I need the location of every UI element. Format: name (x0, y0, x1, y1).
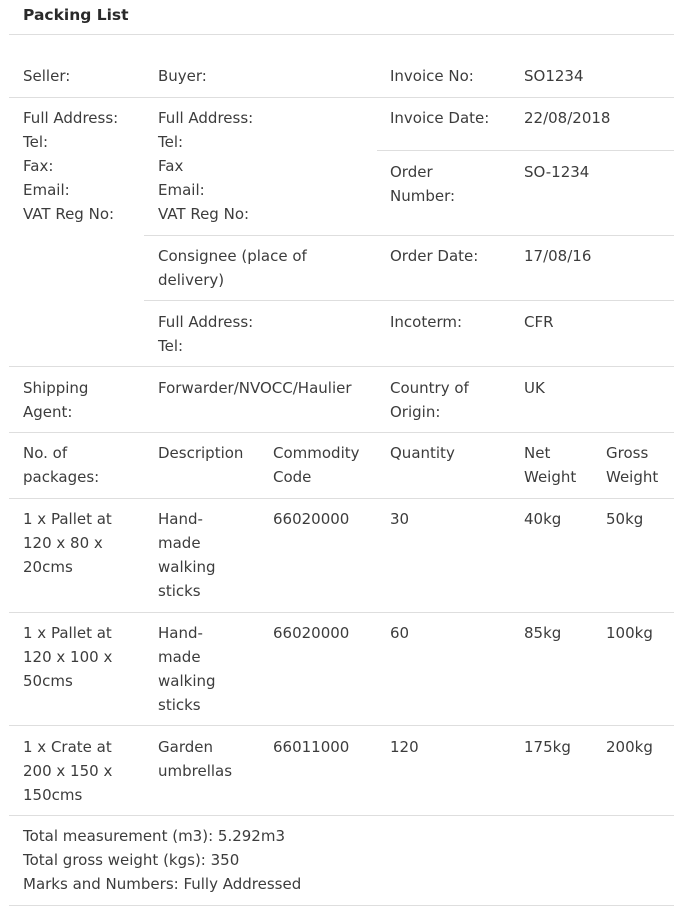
header-gross-line2: Weight (606, 468, 659, 486)
row1-commodity: 66020000 (273, 510, 350, 528)
order-number-label-line1: Order (390, 163, 433, 181)
divider (9, 34, 674, 35)
buyer-email: Email: (158, 181, 205, 199)
seller-email: Email: (23, 181, 70, 199)
row3-commodity: 66011000 (273, 738, 350, 756)
header-commodity-line2: Code (273, 468, 312, 486)
country-origin-label-line2: Origin: (390, 403, 441, 421)
row1-net: 40kg (524, 510, 562, 528)
order-date-value: 17/08/16 (524, 247, 592, 265)
order-number-label-line2: Number: (390, 187, 456, 205)
row2-quantity: 60 (390, 624, 410, 642)
seller-label: Seller: (23, 67, 71, 85)
row2-net: 85kg (524, 624, 562, 642)
header-commodity-line1: Commodity (273, 444, 360, 462)
country-origin-label-line1: Country of (390, 379, 469, 397)
row3-description-line1: Garden (158, 738, 213, 756)
row1-gross: 50kg (606, 510, 644, 528)
shipping-agent-label-line2: Agent: (23, 403, 73, 421)
row3-quantity: 120 (390, 738, 419, 756)
row3-packages-line1: 1 x Crate at (23, 738, 112, 756)
consignee-full-address: Full Address: (158, 313, 254, 331)
row1-description-line1: Hand- (158, 510, 203, 528)
incoterm-value: CFR (524, 313, 554, 331)
buyer-fax: Fax (158, 157, 184, 175)
page-title: Packing List (23, 6, 129, 24)
row2-description-line2: made (158, 648, 201, 666)
incoterm-label: Incoterm: (390, 313, 463, 331)
order-date-label: Order Date: (390, 247, 479, 265)
marks-and-numbers: Marks and Numbers: Fully Addressed (23, 875, 302, 893)
invoice-date-label: Invoice Date: (390, 109, 490, 127)
consignee-label-line2: delivery) (158, 271, 225, 289)
row1-packages-line2: 120 x 80 x (23, 534, 103, 552)
consignee-tel: Tel: (158, 337, 184, 355)
row1-packages-line1: 1 x Pallet at (23, 510, 112, 528)
seller-vat: VAT Reg No: (23, 205, 115, 223)
row2-packages-line3: 50cms (23, 672, 73, 690)
divider (377, 150, 674, 151)
divider (9, 366, 674, 367)
divider (9, 498, 674, 499)
total-measurement: Total measurement (m3): 5.292m3 (23, 827, 285, 845)
consignee-label-line1: Consignee (place of (158, 247, 307, 265)
shipping-agent-label-line1: Shipping (23, 379, 89, 397)
divider (9, 815, 674, 816)
divider (9, 725, 674, 726)
row2-description-line1: Hand- (158, 624, 203, 642)
invoice-date-value: 22/08/2018 (524, 109, 611, 127)
buyer-tel: Tel: (158, 133, 184, 151)
header-description: Description (158, 444, 244, 462)
total-gross-weight: Total gross weight (kgs): 350 (23, 851, 240, 869)
row2-packages-line2: 120 x 100 x (23, 648, 113, 666)
header-gross-line1: Gross (606, 444, 649, 462)
buyer-vat: VAT Reg No: (158, 205, 250, 223)
seller-tel: Tel: (23, 133, 49, 151)
row1-description-line2: made (158, 534, 201, 552)
header-packages-line1: No. of (23, 444, 68, 462)
header-net-line1: Net (524, 444, 551, 462)
header-quantity: Quantity (390, 444, 455, 462)
header-packages-line2: packages: (23, 468, 100, 486)
buyer-label: Buyer: (158, 67, 207, 85)
row2-packages-line1: 1 x Pallet at (23, 624, 112, 642)
row3-description-line2: umbrellas (158, 762, 233, 780)
buyer-full-address: Full Address: (158, 109, 254, 127)
row1-quantity: 30 (390, 510, 410, 528)
row3-net: 175kg (524, 738, 571, 756)
row2-gross: 100kg (606, 624, 653, 642)
invoice-no-label: Invoice No: (390, 67, 474, 85)
invoice-no-value: SO1234 (524, 67, 584, 85)
seller-full-address: Full Address: (23, 109, 119, 127)
country-origin-value: UK (524, 379, 545, 397)
row3-packages-line3: 150cms (23, 786, 83, 804)
row2-description-line3: walking (158, 672, 216, 690)
order-number-value: SO-1234 (524, 163, 590, 181)
seller-fax: Fax: (23, 157, 54, 175)
divider (144, 235, 674, 236)
row3-gross: 200kg (606, 738, 653, 756)
row2-commodity: 66020000 (273, 624, 350, 642)
divider (9, 97, 674, 98)
row3-packages-line2: 200 x 150 x (23, 762, 113, 780)
row2-description-line4: sticks (158, 696, 201, 714)
row1-description-line3: walking (158, 558, 216, 576)
forwarder-label: Forwarder/NVOCC/Haulier (158, 379, 352, 397)
row1-packages-line3: 20cms (23, 558, 73, 576)
divider (9, 905, 674, 906)
row1-description-line4: sticks (158, 582, 201, 600)
divider (9, 612, 674, 613)
divider (144, 300, 674, 301)
divider (9, 432, 674, 433)
header-net-line2: Weight (524, 468, 577, 486)
